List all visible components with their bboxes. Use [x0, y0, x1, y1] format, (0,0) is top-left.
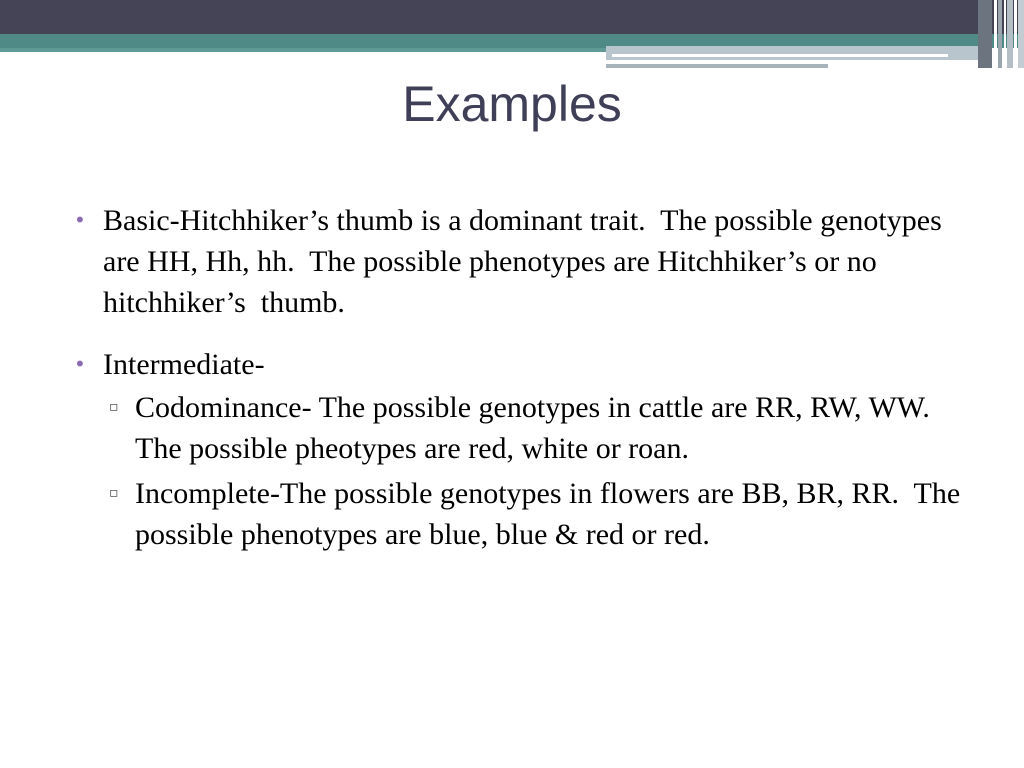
sub-bullet-text: Codominance- The possible genotypes in cattle are RR, RW, WW. The possible pheotypes are red, white or roan. [135, 391, 945, 465]
header-gray-bar [606, 46, 978, 60]
slide-title: Examples [402, 76, 622, 132]
bullet-text: Basic-Hitchhiker’s thumb is a dominant trait. The possible genotypes are HH, Hh, hh. The possible phenotypes are Hitchhiker’s or no hitchhiker’s thumb. [103, 204, 950, 319]
square-bullet-icon: ▫ [109, 485, 119, 501]
bullet-item [72, 200, 972, 323]
bullet-text: Intermediate- [103, 348, 265, 381]
slide-body [72, 200, 972, 559]
header-white-line [612, 54, 948, 57]
bullet-item [72, 344, 972, 385]
header-vertical-stripe [1007, 0, 1013, 68]
header-vertical-stripe [1018, 0, 1024, 68]
sub-bullet-item [103, 473, 972, 555]
sub-bullet-text: Incomplete-The possible genotypes in flowers are BB, BR, RR. The possible phenotypes are blue, blue & red or red. [135, 477, 968, 551]
bullet-dot-icon: • [74, 352, 86, 376]
sub-bullet-item [103, 387, 972, 469]
header-teal-line [0, 48, 606, 52]
header-vertical-stripe [998, 0, 1002, 68]
header-vertical-stripe [978, 0, 992, 68]
header-gray-line [606, 64, 828, 68]
header-vertical-stripe [1004, 0, 1006, 68]
header-dark-band [0, 0, 1024, 34]
bullet-dot-icon: • [74, 208, 86, 232]
header-vertical-stripe [1014, 0, 1017, 68]
square-bullet-icon: ▫ [109, 399, 119, 415]
header-vertical-stripe [994, 0, 997, 68]
